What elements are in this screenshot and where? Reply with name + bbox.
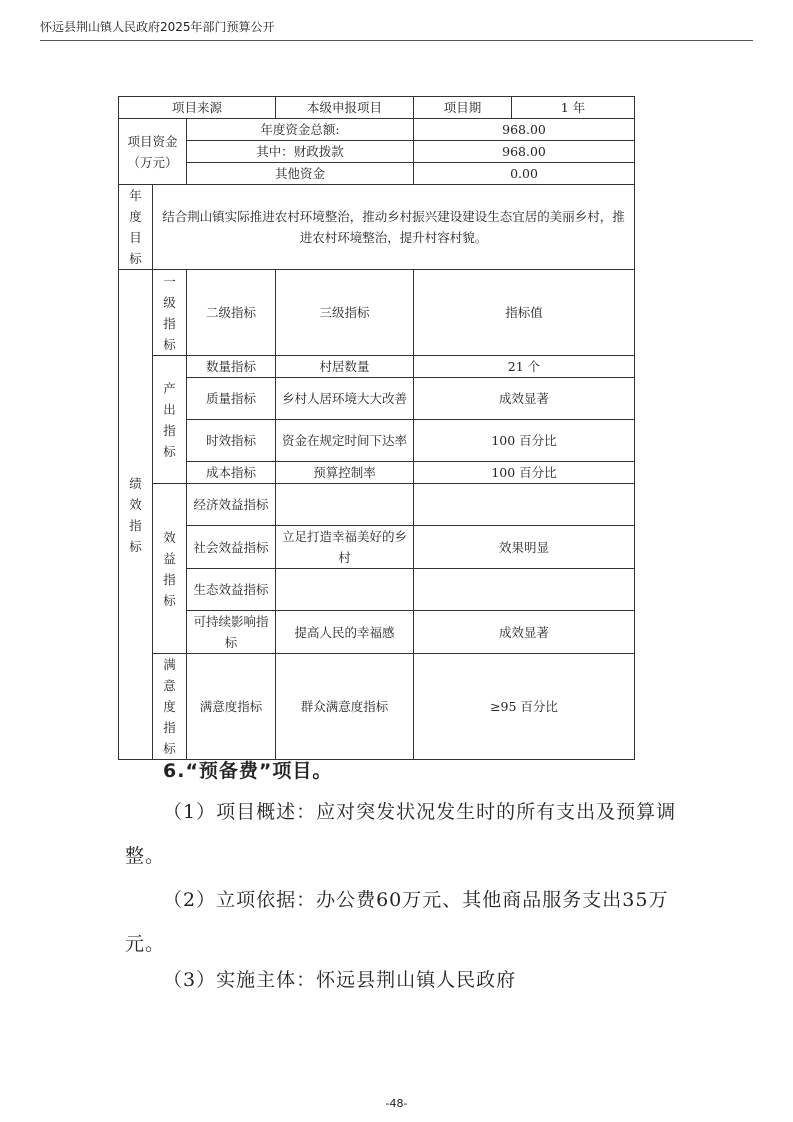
fiscal-funds-label: 其中：财政拨款 — [187, 141, 414, 163]
output-value: 成效显著 — [414, 378, 635, 420]
benefit-l3 — [276, 569, 414, 611]
output-value: 100 百分比 — [414, 462, 635, 484]
benefit-l2: 社会效益指标 — [187, 526, 276, 569]
benefit-value — [414, 569, 635, 611]
output-l3: 村居数量 — [276, 356, 414, 378]
funds-label — [119, 119, 187, 185]
funds-label-line2: （万元） — [127, 154, 178, 170]
period-label: 项目期 — [414, 97, 512, 119]
page-header: 怀远县荆山镇人民政府2025年部门预算公开 — [40, 20, 275, 34]
output-value: 21 个 — [414, 356, 635, 378]
benefit-label: 效 益 指 标 — [153, 484, 187, 654]
funds-label-line1: 项目资金 — [127, 133, 178, 149]
project-performance-table — [118, 96, 635, 760]
other-funds-value: 0.00 — [414, 163, 635, 185]
output-l2: 成本指标 — [187, 462, 276, 484]
output-l2: 时效指标 — [187, 420, 276, 462]
other-funds-label: 其他资金 — [187, 163, 414, 185]
fiscal-funds-value: 968.00 — [414, 141, 635, 163]
benefit-l2: 可持续影响指标 — [187, 611, 276, 654]
benefit-l3 — [276, 484, 414, 526]
total-funds-value: 968.00 — [414, 119, 635, 141]
benefit-value — [414, 484, 635, 526]
goal-label: 年 度 目 标 — [119, 185, 153, 270]
paragraph-overview: （1）项目概述：应对突发状况发生时的所有支出及预算调整。 — [125, 801, 677, 867]
output-l2: 质量指标 — [187, 378, 276, 420]
output-value: 100 百分比 — [414, 420, 635, 462]
satisfaction-value: ≥95 百分比 — [414, 654, 635, 760]
benefit-value: 成效显著 — [414, 611, 635, 654]
output-l3: 乡村人居环境大大改善 — [276, 378, 414, 420]
value-header: 指标值 — [414, 270, 635, 356]
total-funds-label: 年度资金总额: — [187, 119, 414, 141]
performance-label: 绩 效 指 标 — [119, 270, 153, 760]
benefit-value: 效果明显 — [414, 526, 635, 569]
paragraph-basis: （2）立项依据：办公费60万元、其他商品服务支出35万元。 — [125, 889, 669, 955]
paragraph-entity: （3）实施主体：怀远县荆山镇人民政府 — [163, 969, 517, 991]
output-l3: 预算控制率 — [276, 462, 414, 484]
output-l3: 资金在规定时间下达率 — [276, 420, 414, 462]
period-value: 1 年 — [512, 97, 635, 119]
benefit-l3: 立足打造幸福美好的乡村 — [276, 526, 414, 569]
satisfaction-label: 满 意 度 指 标 — [153, 654, 187, 760]
output-label: 产 出 指 标 — [153, 356, 187, 484]
benefit-l2: 生态效益指标 — [187, 569, 276, 611]
satisfaction-l2: 满意度指标 — [187, 654, 276, 760]
page-number: -48- — [385, 1097, 408, 1110]
source-label: 项目来源 — [119, 97, 276, 119]
source-value: 本级申报项目 — [276, 97, 414, 119]
level3-header: 三级指标 — [276, 270, 414, 356]
level1-header: 一 级 指 标 — [153, 270, 187, 356]
benefit-l2: 经济效益指标 — [187, 484, 276, 526]
satisfaction-l3: 群众满意度指标 — [276, 654, 414, 760]
level2-header: 二级指标 — [187, 270, 276, 356]
benefit-l3: 提高人民的幸福感 — [276, 611, 414, 654]
section-title: 6.“预备费”项目。 — [163, 760, 333, 782]
goal-text: 结合荆山镇实际推进农村环境整治，推动乡村振兴建设建设生态宜居的美丽乡村，推进农村环境整治，提升村容村貌。 — [153, 185, 635, 270]
output-l2: 数量指标 — [187, 356, 276, 378]
header-divider — [40, 40, 753, 41]
